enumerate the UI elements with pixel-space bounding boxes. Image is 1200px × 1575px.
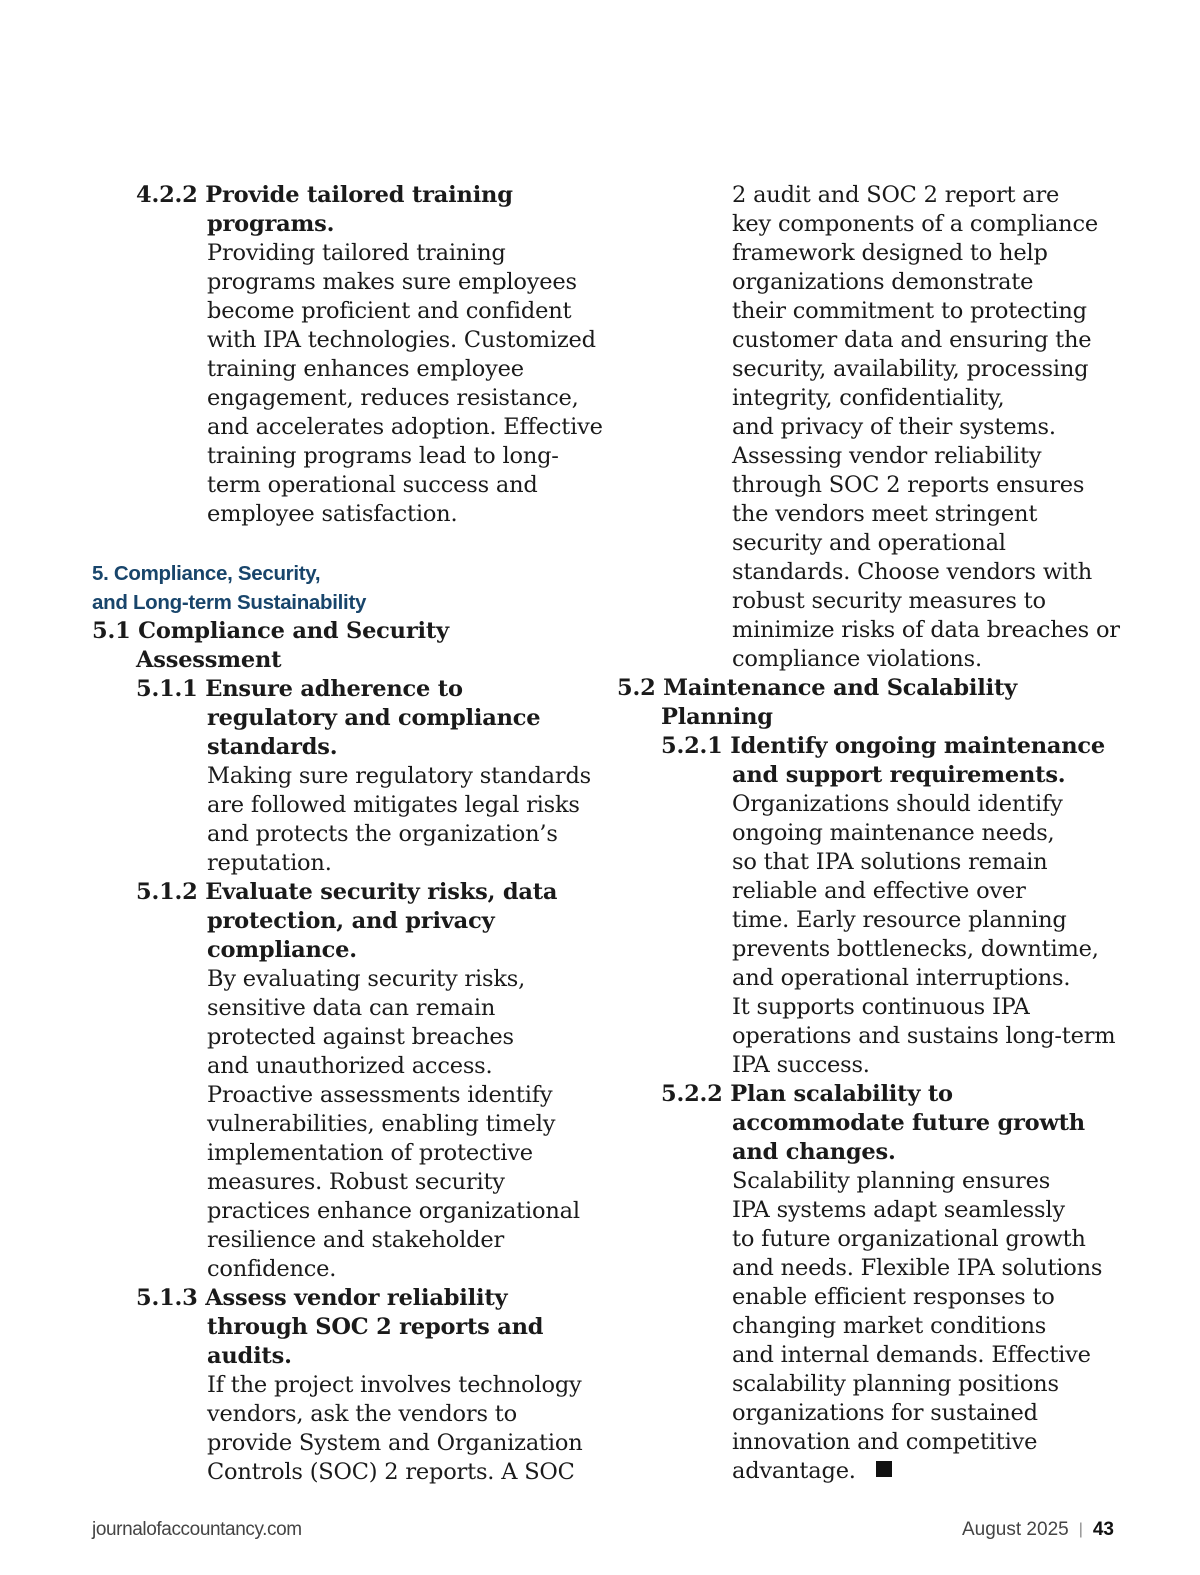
body-line: resilience and stakeholder: [207, 1227, 505, 1253]
body-line: Providing tailored training: [207, 240, 506, 266]
body-line: Assessing vendor reliability: [732, 443, 1042, 469]
footer-website: journalofaccountancy.com: [92, 1519, 302, 1540]
body-line: robust security measures to: [732, 588, 1046, 614]
body-line: through SOC 2 reports ensures: [732, 472, 1085, 498]
body-line: key components of a compliance: [732, 211, 1098, 237]
subsection-heading: standards.: [207, 734, 338, 760]
body-line: Controls (SOC) 2 reports. A SOC: [207, 1459, 575, 1485]
subsection-heading: compliance.: [207, 937, 357, 963]
body-line: framework designed to help: [732, 240, 1048, 266]
body-line: vendors, ask the vendors to: [207, 1401, 517, 1427]
body-line: operations and sustains long-term: [732, 1023, 1116, 1049]
body-line: Making sure regulatory standards: [207, 763, 591, 789]
body-line: scalability planning positions: [732, 1371, 1059, 1397]
body-line: employee satisfaction.: [207, 501, 458, 527]
body-line: IPA success.: [732, 1052, 870, 1078]
subsection-heading: protection, and privacy: [207, 908, 495, 934]
subsection-heading: 5.2.2 Plan scalability to: [661, 1081, 953, 1107]
section-heading: [92, 559, 612, 617]
body-line: measures. Robust security: [207, 1169, 505, 1195]
subsection-4-2-2: [92, 181, 612, 529]
body-line: sensitive data can remain: [207, 995, 496, 1021]
subsection-5-2-1: [617, 732, 1137, 1080]
page-number: 43: [1092, 1519, 1114, 1540]
right-column: [617, 181, 1137, 1486]
body-line: compliance violations.: [732, 646, 982, 672]
body-line: Proactive assessments identify: [207, 1082, 553, 1108]
body-line: and internal demands. Effective: [732, 1342, 1091, 1368]
body-line: security and operational: [732, 530, 1006, 556]
body-line: their commitment to protecting: [732, 298, 1087, 324]
body-line-last: [617, 1457, 1137, 1486]
body-line: vulnerabilities, enabling timely: [207, 1111, 556, 1137]
body-line: are followed mitigates legal risks: [207, 792, 580, 818]
subsection-heading: audits.: [207, 1343, 292, 1369]
subsection-heading: 4.2.2 Provide tailored training: [136, 182, 513, 208]
body-line: minimize risks of data breaches or: [732, 617, 1120, 643]
footer-separator: |: [1078, 1521, 1083, 1538]
footer-issue-info: [962, 1516, 1114, 1544]
body-line: IPA systems adapt seamlessly: [732, 1197, 1065, 1223]
subsection-5-2-2: [617, 1080, 1137, 1486]
body-line: and unauthorized access.: [207, 1053, 493, 1079]
subsection-heading: accommodate future growth: [732, 1110, 1085, 1136]
subsection-5-1: [92, 617, 612, 675]
body-line: term operational success and: [207, 472, 538, 498]
body-line: integrity, confidentiality,: [732, 385, 1005, 411]
body-line: so that IPA solutions remain: [732, 849, 1048, 875]
body-line: security, availability, processing: [732, 356, 1089, 382]
body-line: and privacy of their systems.: [732, 414, 1056, 440]
section-heading-line: 5. Compliance, Security,: [92, 562, 321, 585]
body-line: and needs. Flexible IPA solutions: [732, 1255, 1103, 1281]
body-line: organizations demonstrate: [732, 269, 1034, 295]
subsection-heading: 5.1.1 Ensure adherence to: [136, 676, 463, 702]
subsection-heading: programs.: [207, 211, 335, 237]
subsection-heading: 5.1 Compliance and Security: [92, 618, 449, 644]
body-line: changing market conditions: [732, 1313, 1047, 1339]
body-line: to future organizational growth: [732, 1226, 1086, 1252]
subsection-heading: Assessment: [136, 647, 282, 673]
subsection-heading: Planning: [661, 704, 773, 730]
subsection-heading: and support requirements.: [732, 762, 1066, 788]
body-line: Scalability planning ensures: [732, 1168, 1051, 1194]
body-line: innovation and competitive: [732, 1429, 1038, 1455]
subsection-heading: 5.1.2 Evaluate security risks, data: [136, 879, 558, 905]
body-line: training enhances employee: [207, 356, 524, 382]
body-line: By evaluating security risks,: [207, 966, 526, 992]
body-line: time. Early resource planning: [732, 907, 1067, 933]
body-line: prevents bottlenecks, downtime,: [732, 936, 1099, 962]
body-line: It supports continuous IPA: [732, 994, 1030, 1020]
body-line: organizations for sustained: [732, 1400, 1038, 1426]
body-line: and protects the organization’s: [207, 821, 558, 847]
end-of-article-icon: [876, 1461, 892, 1477]
subsection-5-1-3-continued: [617, 181, 1137, 674]
body-line: implementation of protective: [207, 1140, 533, 1166]
subsection-heading: 5.2 Maintenance and Scalability: [617, 675, 1018, 701]
section-heading-line: and Long-term Sustainability: [92, 591, 367, 614]
subsection-heading: regulatory and compliance: [207, 705, 541, 731]
body-line: ongoing maintenance needs,: [732, 820, 1055, 846]
body-line: engagement, reduces resistance,: [207, 385, 579, 411]
body-line: programs makes sure employees: [207, 269, 577, 295]
body-line: If the project involves technology: [207, 1372, 582, 1398]
subsection-5-1-1: [92, 675, 612, 878]
body-line: with IPA technologies. Customized: [207, 327, 596, 353]
subsection-heading: and changes.: [732, 1139, 896, 1165]
body-line: Organizations should identify: [732, 791, 1063, 817]
body-line: confidence.: [207, 1256, 337, 1282]
body-line: enable efficient responses to: [732, 1284, 1055, 1310]
subsection-heading: 5.2.1 Identify ongoing maintenance: [661, 733, 1106, 759]
body-line-text: advantage.: [732, 1458, 856, 1484]
subsection-5-2: [617, 674, 1137, 732]
body-line: reputation.: [207, 850, 332, 876]
body-line: practices enhance organizational: [207, 1198, 580, 1224]
body-line: the vendors meet stringent: [732, 501, 1038, 527]
body-line: customer data and ensuring the: [732, 327, 1092, 353]
body-line: standards. Choose vendors with: [732, 559, 1093, 585]
body-line: and operational interruptions.: [732, 965, 1071, 991]
body-line: and accelerates adoption. Effective: [207, 414, 603, 440]
left-column: [92, 181, 612, 1487]
subsection-5-1-3: [92, 1284, 612, 1487]
subsection-heading: through SOC 2 reports and: [207, 1314, 544, 1340]
body-line: become proficient and confident: [207, 298, 572, 324]
body-line: provide System and Organization: [207, 1430, 583, 1456]
body-line: protected against breaches: [207, 1024, 514, 1050]
body-line: 2 audit and SOC 2 report are: [732, 182, 1060, 208]
footer-date: August 2025: [962, 1519, 1069, 1540]
subsection-5-1-2: [92, 878, 612, 1284]
body-line: reliable and effective over: [732, 878, 1026, 904]
body-line: training programs lead to long-: [207, 443, 559, 469]
subsection-heading: 5.1.3 Assess vendor reliability: [136, 1285, 508, 1311]
